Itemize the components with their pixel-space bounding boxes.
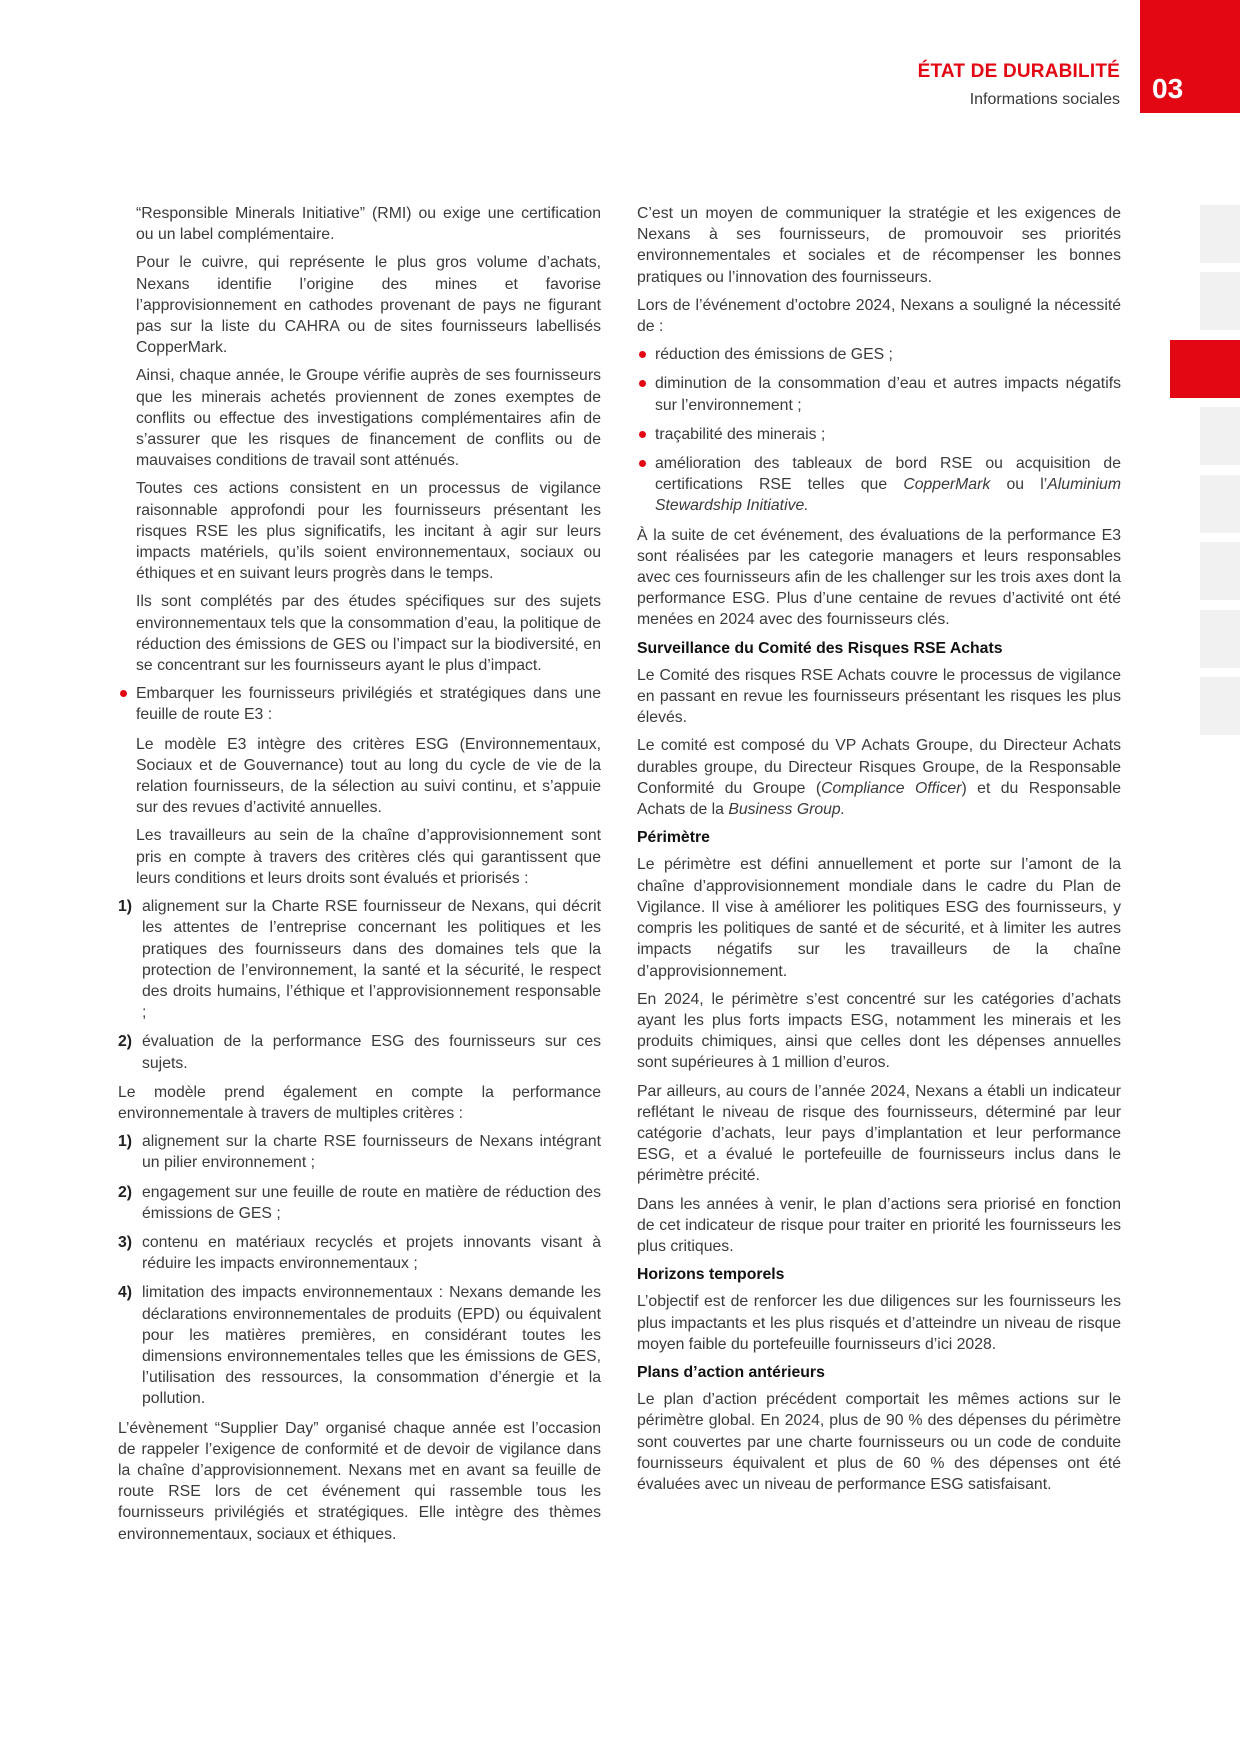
- paragraph: Toutes ces actions consistent en un processus de vigilance raisonnable approfondi pour les fournisseurs présentant les risques RSE les plus significatifs, les incitant à agir sur leurs impacts matériels, qu’ils soient environnementaux, sociaux ou éthiques et en suivant leurs progrès dans le temps.: [136, 480, 601, 583]
- item-text: évaluation de la performance ESG des fournisseurs sur ces sujets.: [142, 1033, 601, 1072]
- numbered-item: [118, 1131, 601, 1173]
- bullet-text: ou l’: [990, 476, 1048, 494]
- side-tab-4[interactable]: [1200, 407, 1240, 465]
- paragraph: Ainsi, chaque année, le Groupe vérifie auprès de ses fournisseurs que les minerais achetés proviennent de zones exemptes de conflits ou effectue des investigations complémentaires afin de s’assurer que les risques de financement de conflits ou de mauvaises conditions de travail sont atténués.: [136, 367, 601, 470]
- paragraph: Le plan d’action précédent comportait les mêmes actions sur le périmètre global. En 2024, plus de 90 % des dépenses du périmètre sont couvertes par une charte fournisseurs ou un code de conduite fournisseurs équivalent et plus de 60 % des dépenses ont été évaluées avec un niveau de performance ESG satisfaisant.: [637, 1391, 1121, 1493]
- item-number: 1): [118, 898, 133, 916]
- bullet-item: réduction des émissions de GES ;: [637, 344, 1121, 365]
- item-text: alignement sur la charte RSE fournisseurs de Nexans intégrant un pilier environnement ;: [142, 1133, 601, 1172]
- numbered-item: [118, 896, 601, 1023]
- item-number: 1): [118, 1133, 133, 1151]
- paragraph: Pour le cuivre, qui représente le plus gros volume d’achats, Nexans identifie l’origine des mines et favorise l’approvisionnement en cathodes provenant de pays ne figurant pas sur la liste du CAHRA ou de sites fournisseurs labellisés CopperMark.: [136, 254, 601, 357]
- side-tab-2[interactable]: [1200, 272, 1240, 330]
- side-tab-3-active[interactable]: [1170, 340, 1240, 398]
- subheading: Plans d’action antérieurs: [637, 1363, 825, 1381]
- item-number: 4): [118, 1284, 133, 1302]
- paragraph: L’objectif est de renforcer les due diligences sur les fournisseurs les plus impactants et les plus risqués et d’atteindre un niveau de risque moyen faible du portefeuille fournisseurs d’ici 2028.: [637, 1293, 1121, 1353]
- item-text: engagement sur une feuille de route en matière de réduction des émissions de GES ;: [142, 1183, 601, 1222]
- paragraph: En 2024, le périmètre s’est concentré sur les catégories d’achats ayant les plus forts impacts ESG, notamment les minerais et les produits chimiques, ainsi que celles dont les dépenses annuelles sont supérieures à 1 million d’euros.: [637, 990, 1121, 1072]
- bullet-item: traçabilité des minerais ;: [637, 424, 1121, 445]
- numbered-item: [118, 1182, 601, 1224]
- chapter-number-tab: [1140, 0, 1240, 113]
- side-tab-1[interactable]: [1200, 205, 1240, 263]
- paragraph: Ils sont complétés par des études spécifiques sur des sujets environnementaux tels que la consommation d’eau, la politique de réduction des émissions de GES ou l’impact sur la biodiversité, en se concentrant sur les fournisseurs ayant le plus d’impact.: [136, 593, 601, 675]
- bullet-item: diminution de la consommation d’eau et autres impacts négatifs sur l’environnement ;: [637, 373, 1121, 415]
- paragraph: Par ailleurs, au cours de l’année 2024, Nexans a établi un indicateur reflétant le niveau de risque des fournisseurs, déterminé par leur catégorie d’achats, leur pays d’implantation et leur performance ESG, et a évalué le portefeuille de fournisseurs inclus dans le périmètre précité.: [637, 1082, 1121, 1185]
- paragraph: C’est un moyen de communiquer la stratégie et les exigences de Nexans à ses fournisseurs, de promouvoir ses priorités environnementales et sociales et de récompenser les bonnes pratiques ou l’innovation des fournisseurs.: [637, 205, 1121, 286]
- chapter-number: 03: [1152, 73, 1184, 104]
- numbered-item: [118, 1031, 601, 1073]
- subheading: Surveillance du Comité des Risques RSE Achats: [637, 639, 1003, 657]
- left-column: [118, 203, 601, 1552]
- bullet-text-italic: CopperMark: [903, 476, 991, 494]
- bullet-item: [637, 453, 1121, 517]
- numbered-item: [118, 1232, 601, 1274]
- page-header: [918, 60, 1120, 110]
- item-number: 2): [118, 1033, 133, 1051]
- paragraph: Dans les années à venir, le plan d’actions sera priorisé en fonction de cet indicateur de risque pour traiter en priorité les fournisseurs les plus critiques.: [637, 1195, 1121, 1255]
- paragraph: Lors de l’événement d’octobre 2024, Nexans a souligné la nécessité de :: [637, 296, 1121, 336]
- paragraph-text-italic: Compliance Officer: [821, 779, 962, 797]
- bullet-text-italic: Aluminium Stewardship Initiative.: [655, 476, 1121, 515]
- section-title: ÉTAT DE DURABILITÉ: [917, 61, 1120, 82]
- section-subtitle: Informations sociales: [969, 91, 1120, 108]
- right-column: [637, 203, 1121, 1502]
- paragraph: Le modèle E3 intègre des critères ESG (Environnementaux, Sociaux et de Gouvernance) tout au long du cycle de vie de la relation fournisseurs, de la sélection au suivi continu, et s’appuie sur des revues d’activité annuelles.: [136, 735, 601, 817]
- item-number: 3): [118, 1233, 133, 1251]
- paragraph: Les travailleurs au sein de la chaîne d’approvisionnement sont pris en compte à travers des critères clés qui garantissent que leurs conditions et leurs droits sont évalués et priorisés :: [136, 827, 601, 887]
- paragraph: Le modèle prend également en compte la performance environnementale à travers de multiples critères :: [118, 1083, 601, 1122]
- side-tab-6[interactable]: [1200, 542, 1240, 600]
- item-text: limitation des impacts environnementaux : Nexans demande les déclarations environnementales de produits (EPD) ou équivalent pour les matières premières, en considérant toutes les dimensions environnementales telles que les émissions de GES, l’utilisation des ressources, la consommation d’énergie et la pollution.: [142, 1284, 601, 1408]
- subheading: Périmètre: [637, 829, 710, 847]
- item-text: alignement sur la Charte RSE fournisseur de Nexans, qui décrit les attentes de l’entreprise concernant les politiques et les pratiques des fournisseurs dans des domaines tels que la protection de l’environnement, la santé et la sécurité, le respect des droits humains, l’éthique et l’approvisionnement responsable ;: [142, 898, 601, 1022]
- side-tab-5[interactable]: [1200, 475, 1240, 533]
- paragraph: À la suite de cet événement, des évaluations de la performance E3 sont réalisées par les categorie managers et leurs responsables avec ces fournisseurs afin de les challenger sur les trois axes dont la performance ESG. Plus d’une centaine de revues d’activité ont été menées en 2024 avec des fournisseurs clés.: [637, 526, 1121, 629]
- paragraph: Le périmètre est défini annuellement et porte sur l’amont de la chaîne d’approvisionnement mondiale dans le cadre du Plan de Vigilance. Il vise à améliorer les politiques ESG des fournisseurs, y compris les politiques de santé et de sécurité, et à limiter les autres impacts négatifs sur les travailleurs de la chaîne d’approvisionnement.: [637, 856, 1121, 980]
- paragraph: L’évènement “Supplier Day” organisé chaque année est l’occasion de rappeler l’exigence de conformité et de devoir de vigilance dans la chaîne d’approvisionnement. Nexans met en avant sa feuille de route RSE lors de cet événement qui rassemble tous les fournisseurs privilégiés et stratégiques. Elle intègre des thèmes environnementaux, sociaux et éthiques.: [118, 1419, 601, 1543]
- paragraph: [637, 735, 1121, 820]
- side-tab-7[interactable]: [1200, 610, 1240, 668]
- item-text: contenu en matériaux recyclés et projets innovants visant à réduire les impacts environnementaux ;: [142, 1233, 601, 1273]
- paragraph-text: ) et du Responsable Achats de la: [637, 779, 1121, 819]
- item-number: 2): [118, 1183, 133, 1201]
- paragraph-text-italic: Business Group.: [728, 801, 846, 819]
- paragraph-text: Le comité est composé du VP Achats Groupe, du Directeur Achats durables groupe, du Directeur Risques Groupe, de la Responsable Conformité du Groupe (: [637, 737, 1121, 797]
- paragraph: “Responsible Minerals Initiative” (RMI) ou exige une certification ou un label complémentaire.: [136, 205, 601, 244]
- bullet-text: amélioration des tableaux de bord RSE ou acquisition de certifications RSE telles que: [655, 455, 1121, 494]
- side-tab-8[interactable]: [1200, 677, 1240, 735]
- bullet-item: Embarquer les fournisseurs privilégiés et stratégiques dans une feuille de route E3 :: [118, 683, 601, 725]
- subheading: Horizons temporels: [637, 1266, 785, 1284]
- paragraph: Le Comité des risques RSE Achats couvre le processus de vigilance en passant en revue les fournisseurs présentant les risques les plus élevés.: [637, 666, 1121, 727]
- numbered-item: [118, 1282, 601, 1409]
